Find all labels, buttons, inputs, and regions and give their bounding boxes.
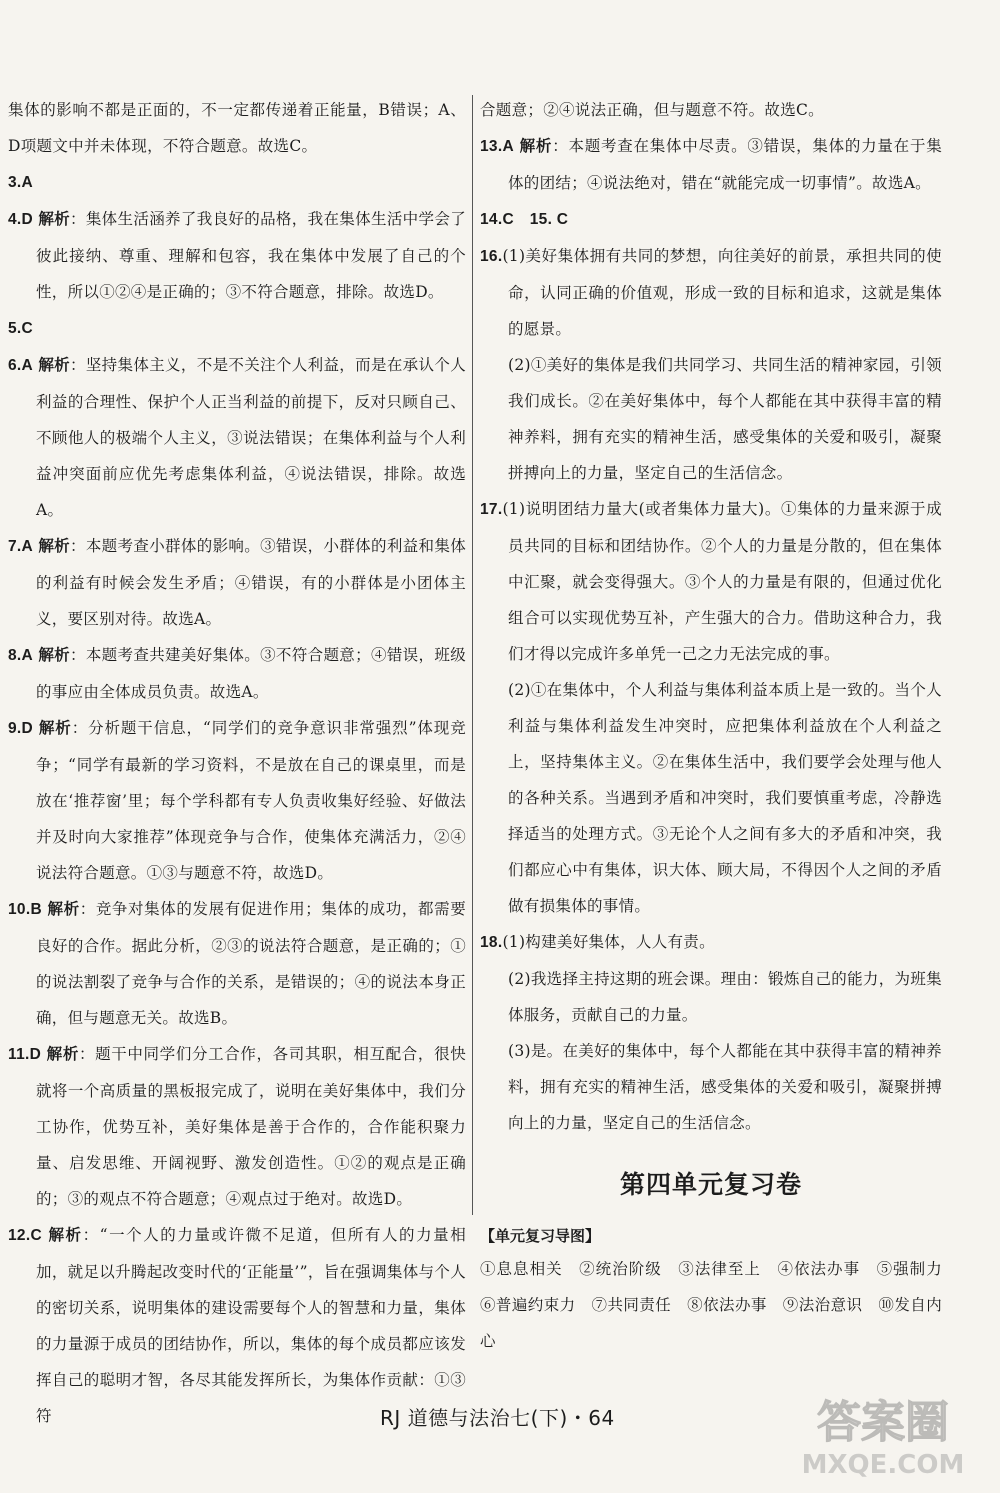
explanation-text: (1)构建美好集体，人人有责。 <box>502 933 715 951</box>
explanation-text: ：本题考查在集体中尽责。③错误，集体的力量在于集体的团结；④说法绝对，错在“就能完成一切事情”。故选A。 <box>508 137 943 192</box>
answer-item <box>8 637 466 710</box>
analysis-label: 解析 <box>38 536 70 555</box>
answer-choice: A <box>21 174 34 191</box>
question-number: 10. <box>8 901 31 918</box>
answer-choice: D <box>21 720 34 737</box>
explanation-text: (3)是。在美好的集体中，每个人都能在其中获得丰富的精神养料，拥有充实的精神生活，感受集体的关爱和吸引，凝聚拼搏向上的力量，坚定自己的生活信念。 <box>508 1042 942 1132</box>
explanation-text: (2)①美好的集体是我们共同学习、共同生活的精神家园，引领我们成长。②在美好集体中，每个人都能在其中获得丰富的精神养料，拥有充实的精神生活，感受集体的关爱和吸引，凝聚拼搏向上的力量，坚定自己的生活信念。 <box>508 356 942 482</box>
question-number: 8. <box>8 647 22 664</box>
question-number: 7. <box>8 538 22 555</box>
explanation-text: (1)美好集体拥有共同的梦想，向往美好的前景，承担共同的使命，认同正确的价值观，形成一致的目标和追求，这就是集体的愿景。 <box>502 247 942 338</box>
answer-text <box>480 92 942 128</box>
answer-item <box>480 201 942 238</box>
answer-item <box>8 1036 466 1217</box>
answer-choice: C <box>21 320 34 337</box>
answer-text <box>480 961 942 1033</box>
section-title: 第四单元复习卷 <box>619 1170 802 1199</box>
answer-item <box>8 201 466 310</box>
question-number: 11. <box>8 1046 30 1063</box>
answer-choice: B <box>30 901 42 918</box>
right-answers <box>480 92 942 1141</box>
answer-text <box>480 672 942 924</box>
explanation-text: 合题意；②④说法正确，但与题意不符。故选C。 <box>480 101 824 119</box>
explanation-text: (2)①在集体中，个人利益与集体利益本质上是一致的。当个人利益与集体利益发生冲突时，应把集体利益放在个人利益之上，坚持集体主义。②在集体生活中，我们要学会处理与他人的各种关系。当遇到矛盾和冲突时，我们要慎重考虑，冷静选择适当的处理方式。③无论个人之间有多大的矛盾和冲突，我们都应心中有集体，识大体、顾大局，不得因个人之间的矛盾做有损集体的事情。 <box>508 681 942 915</box>
svg-text:答案圈: 答案圈 <box>817 1397 949 1448</box>
watermark-logo <box>788 1385 978 1485</box>
explanation-text: ：“一个人的力量或许微不足道，但所有人的力量相加，就足以升腾起改变时代的‘正能量’”，旨在强调集体与个人的密切关系，说明集体的建设需要每个人的智慧和力量，集体的力量源于成员的团结协作，所以，集体的每个成员都应该发挥自己的聪明才智，各尽其能发挥所长，为集体作贡献：①③符 <box>36 1226 466 1425</box>
answer-item <box>8 347 466 528</box>
explanation-text: (2)我选择主持这期的班会课。理由：锻炼自己的能力，为班集体服务，贡献自己的力量。 <box>508 970 942 1024</box>
review-map-text: ①息息相关 ②统治阶级 ③法律至上 ④依法办事 ⑤强制力 ⑥普遍约束力 ⑦共同责任 ⑧依法办事 ⑨法治意识 ⑩发自内心 <box>480 1260 958 1350</box>
explanation-text: (1)说明团结力量大(或者集体力量大)。①集体的力量来源于成员共同的目标和团结协作。②个人的力量是分散的，但在集体中汇聚，就会变得强大。③个人的力量是有限的，但通过优化组合可以实现优势互补，产生强大的合力。借助这种合力，我们才得以完成许多单凭一己之力无法完成的事。 <box>502 500 942 663</box>
answer-choice: C <box>30 1227 42 1244</box>
question-number: 4. <box>8 211 22 228</box>
answer-choice: A <box>21 538 34 555</box>
explanation-text: ：题干中同学们分工合作，各司其职，相互配合，很快就将一个高质量的黑板报完成了，说明在美好集体中，我们分工协作，优势互补，美好集体是善于合作的，合作能积聚力量、启发思维、开阔视野、激发创造性。①②的观点是正确的；③的观点不符合题意；④观点过于绝对。故选D。 <box>36 1045 467 1208</box>
analysis-label: 解析 <box>519 136 553 155</box>
answer-item <box>480 924 942 961</box>
question-number: 16. <box>480 248 503 265</box>
analysis-label: 解析 <box>47 899 80 918</box>
review-map-title: 【单元复习导图】 <box>480 1227 601 1245</box>
question-number: 9. <box>8 720 22 737</box>
answer-text <box>480 347 942 491</box>
answer-choice: D <box>21 211 34 228</box>
column-divider <box>472 95 473 1215</box>
question-number: 6. <box>8 357 22 374</box>
question-number: 14. <box>480 211 503 228</box>
right-column <box>480 92 958 1359</box>
answer-choice: C 15. C <box>502 211 569 228</box>
answer-choice: A <box>502 138 514 155</box>
question-number: 13. <box>480 138 503 155</box>
question-number: 17. <box>480 501 503 518</box>
left-column <box>8 92 466 1434</box>
explanation-text: ：本题考查小群体的影响。③错误，小群体的利益和集体的利益有时候会发生矛盾；④错误，有的小群体是小团体主义，要区别对待。故选A。 <box>36 537 466 628</box>
answer-text <box>8 92 466 164</box>
answer-item <box>480 238 942 347</box>
explanation-text: 集体的影响不都是正面的，不一定都传递着正能量，B错误；A、D项题文中并未体现，不符合题意。故选C。 <box>8 101 466 155</box>
analysis-label: 解析 <box>38 355 70 374</box>
answer-item <box>8 164 466 201</box>
answer-item <box>8 891 466 1036</box>
answer-text <box>480 1033 942 1141</box>
answer-item <box>8 310 466 347</box>
answer-item <box>8 528 466 637</box>
svg-text:MXQE.COM: MXQE.COM <box>801 1450 965 1480</box>
answer-item <box>480 128 942 201</box>
answer-item <box>8 710 466 891</box>
analysis-label: 解析 <box>38 645 70 664</box>
analysis-label: 解析 <box>46 1044 79 1063</box>
question-number: 3. <box>8 174 22 191</box>
answer-choice: A <box>21 357 34 374</box>
explanation-text: ：竞争对集体的发展有促进作用；集体的成功，都需要良好的合作。据此分析，②③的说法符合题意，是正确的；①的说法割裂了竞争与合作的关系，是错误的；④的说法本身正确，但与题意无关。故选B。 <box>36 900 466 1027</box>
question-number: 18. <box>480 934 503 951</box>
answer-choice: A <box>21 647 34 664</box>
analysis-label: 解析 <box>38 718 72 737</box>
analysis-label: 解析 <box>38 209 70 228</box>
question-number: 12. <box>8 1227 31 1244</box>
explanation-text: ：集体生活涵养了我良好的品格，我在集体生活中学会了彼此接纳、尊重、理解和包容，我在集体中发展了自己的个性，所以①②④是正确的；③不符合题意，排除。故选D。 <box>36 210 466 301</box>
explanation-text: ：坚持集体主义，不是不关注个人利益，而是在承认个人利益的合理性、保护个人正当利益的前提下，反对只顾自己、不顾他人的极端个人主义，③说法错误；在集体利益与个人利益冲突面前应优先考虑集体利益，④说法错误，排除。故选A。 <box>36 356 466 519</box>
explanation-text: ：分析题干信息，“同学们的竞争意识非常强烈”体现竞争；“同学有最新的学习资料，不是放在自己的课桌里，而是放在‘推荐窗’里；每个学科都有专人负责收集好经验、好做法并及时向大家推荐”体现竞争与合作，使集体充满活力，②④说法符合题意。①③与题意不符，故选D。 <box>36 719 466 882</box>
question-number: 5. <box>8 320 22 337</box>
answer-choice: D <box>29 1046 42 1063</box>
analysis-label: 解析 <box>48 1225 83 1244</box>
page-footer: RJ 道德与法治七(下)・64 <box>380 1406 615 1430</box>
explanation-text: ：本题考查共建美好集体。③不符合题意；④错误，班级的事应由全体成员负责。故选A。 <box>36 646 466 701</box>
answer-item <box>480 491 942 672</box>
